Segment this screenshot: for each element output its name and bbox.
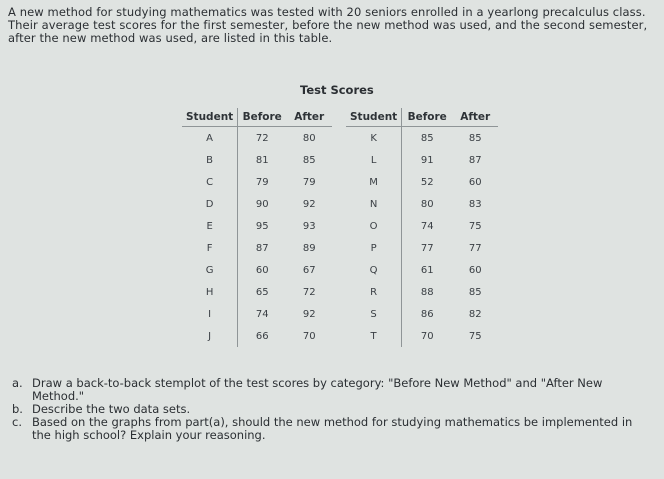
cell-before: 91 [420, 154, 434, 166]
cell-student: O [346, 215, 402, 237]
table-header-row [346, 108, 498, 127]
cell-before: 72 [255, 132, 269, 144]
cell-student: C [182, 171, 238, 193]
cell-before: 60 [255, 264, 269, 276]
cell-student: G [182, 259, 238, 281]
cell-student: A [182, 127, 238, 150]
question-c [12, 416, 652, 442]
cell-after: 80 [302, 132, 316, 144]
cell-after: 70 [302, 330, 316, 342]
table-row [346, 193, 498, 215]
cell-before: 61 [420, 264, 434, 276]
cell-student: P [346, 237, 402, 259]
table-row [182, 259, 332, 281]
cell-after: 85 [302, 154, 316, 166]
table-row [182, 325, 332, 347]
cell-before: 65 [255, 286, 269, 298]
cell-after: 85 [468, 286, 482, 298]
cell-after: 92 [302, 308, 316, 320]
table-row [346, 149, 498, 171]
cell-student: D [182, 193, 238, 215]
cell-student: M [346, 171, 402, 193]
table-row [346, 127, 498, 150]
scores-table-left [182, 108, 332, 347]
cell-before: 74 [255, 308, 269, 320]
table-row [182, 215, 332, 237]
cell-after: 93 [302, 220, 316, 232]
cell-after: 75 [468, 220, 482, 232]
cell-student: I [182, 303, 238, 325]
column-header-before: Before [238, 108, 287, 127]
column-header-student: Student [346, 108, 402, 127]
table-row [182, 193, 332, 215]
cell-before: 90 [255, 198, 269, 210]
table-row [346, 259, 498, 281]
table-row [182, 281, 332, 303]
cell-after: 72 [302, 286, 316, 298]
cell-after: 92 [302, 198, 316, 210]
cell-student: L [346, 149, 402, 171]
cell-before: 74 [420, 220, 434, 232]
cell-after: 67 [302, 264, 316, 276]
column-header-after: After [452, 108, 498, 127]
question-label: b. [12, 402, 23, 416]
cell-student: R [346, 281, 402, 303]
column-header-student: Student [182, 108, 238, 127]
table-row [346, 303, 498, 325]
cell-before: 79 [255, 176, 269, 188]
table-title: Test Scores [300, 83, 374, 97]
cell-before: 86 [420, 308, 434, 320]
cell-after: 89 [302, 242, 316, 254]
cell-student: Q [346, 259, 402, 281]
cell-student: K [346, 127, 402, 150]
column-header-before: Before [402, 108, 453, 127]
cell-student: T [346, 325, 402, 347]
cell-before: 88 [420, 286, 434, 298]
cell-before: 80 [420, 198, 434, 210]
cell-student: N [346, 193, 402, 215]
cell-after: 60 [468, 176, 482, 188]
cell-after: 77 [468, 242, 482, 254]
cell-before: 70 [420, 330, 434, 342]
question-label: a. [12, 376, 23, 390]
table-row [346, 237, 498, 259]
table-header-row [182, 108, 332, 127]
table-row [182, 171, 332, 193]
cell-student: H [182, 281, 238, 303]
question-text: Based on the graphs from part(a), should the new method for studying mathematics be implemented in the high school? Explain your reasoning. [32, 415, 633, 442]
cell-after: 87 [468, 154, 482, 166]
cell-student: B [182, 149, 238, 171]
cell-before: 66 [255, 330, 269, 342]
cell-student: F [182, 237, 238, 259]
question-label: c. [12, 415, 22, 429]
cell-after: 83 [468, 198, 482, 210]
questions-list [12, 377, 652, 442]
table-row [182, 127, 332, 150]
cell-before: 85 [420, 132, 434, 144]
table-row [346, 215, 498, 237]
question-text: Draw a back-to-back stemplot of the test scores by category: "Before New Method" and "After New Method." [32, 376, 603, 403]
cell-student: E [182, 215, 238, 237]
cell-student: S [346, 303, 402, 325]
scores-table-right [346, 108, 498, 347]
cell-before: 81 [255, 154, 269, 166]
cell-after: 60 [468, 264, 482, 276]
column-header-after: After [286, 108, 332, 127]
cell-before: 52 [420, 176, 434, 188]
cell-after: 85 [468, 132, 482, 144]
cell-student: J [182, 325, 238, 347]
intro-paragraph: A new method for studying mathematics was tested with 20 seniors enrolled in a yearlong precalculus class. Their average test scores for the first semester, before the new method was used, and the second semester, after the new method was used, are listed in this table. [8, 5, 648, 45]
table-row [346, 325, 498, 347]
cell-after: 75 [468, 330, 482, 342]
question-text: Describe the two data sets. [32, 402, 191, 416]
table-row [182, 149, 332, 171]
question-a [12, 377, 652, 403]
cell-before: 87 [255, 242, 269, 254]
table-row [182, 237, 332, 259]
table-row [182, 303, 332, 325]
cell-before: 77 [420, 242, 434, 254]
table-row [346, 171, 498, 193]
cell-before: 95 [255, 220, 269, 232]
table-row [346, 281, 498, 303]
cell-after: 79 [302, 176, 316, 188]
cell-after: 82 [468, 308, 482, 320]
